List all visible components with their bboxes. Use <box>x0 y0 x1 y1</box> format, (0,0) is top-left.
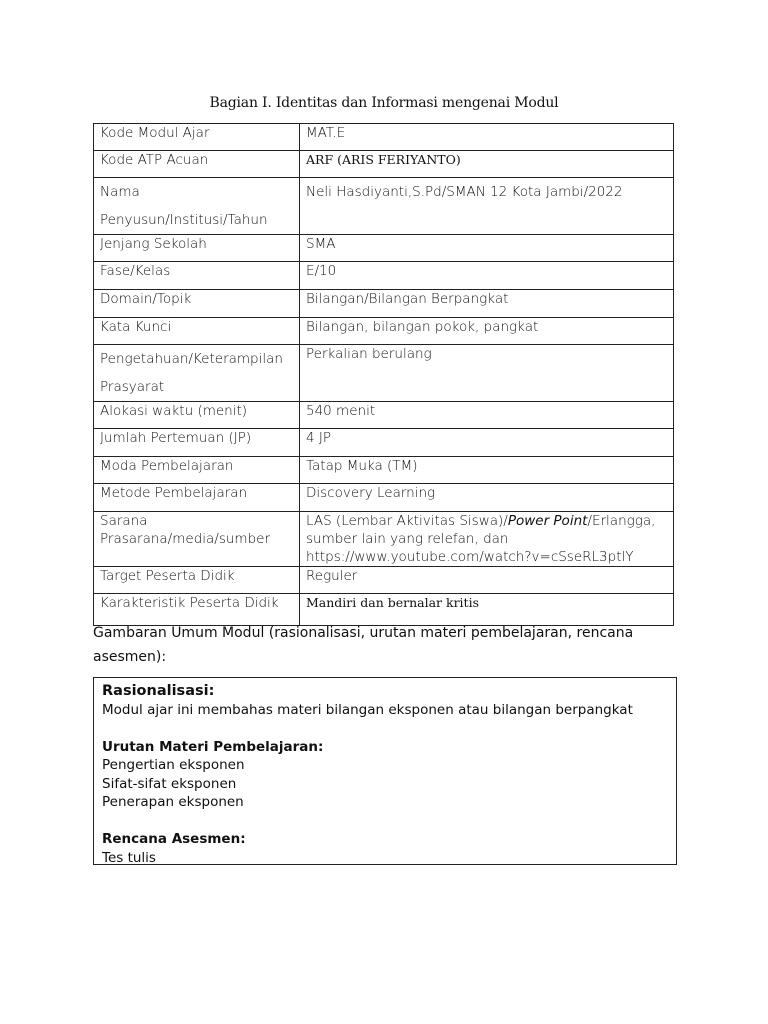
row-value <box>300 512 674 567</box>
table-row <box>94 290 674 318</box>
table-row <box>94 124 674 151</box>
table-row <box>94 512 674 567</box>
row-value: E/10 <box>300 262 674 290</box>
assessment-heading: Rencana Asesmen: <box>102 831 246 847</box>
row-label: Alokasi waktu (menit) <box>94 402 300 429</box>
row-value: Reguler <box>300 567 674 594</box>
row-label: Kode ATP Acuan <box>94 151 300 178</box>
row-label: Nama Penyusun/Institusi/Tahun <box>94 178 300 235</box>
row-label: Jumlah Pertemuan (JP) <box>94 429 300 457</box>
sequence-list <box>102 756 670 812</box>
list-item: Pengertian eksponen <box>102 757 245 773</box>
table-row <box>94 178 674 235</box>
sequence-heading: Urutan Materi Pembelajaran: <box>102 738 324 755</box>
module-identity-table <box>93 123 674 626</box>
document-title: Bagian I. Identitas dan Informasi mengenai Modul <box>209 95 559 111</box>
row-label: Jenjang Sekolah <box>94 235 300 262</box>
row-value: ARF (ARIS FERIYANTO) <box>300 151 674 178</box>
row-label: Kode Modul Ajar <box>94 124 300 151</box>
table-row <box>94 235 674 262</box>
rationale-text: Modul ajar ini membahas materi bilangan eksponen atau bilangan berpangkat <box>102 701 633 718</box>
row-label: Domain/Topik <box>94 290 300 318</box>
assessment-text: Tes tulis <box>102 849 156 866</box>
row-label: Pengetahuan/Keterampilan Prasyarat <box>94 345 300 402</box>
overview-heading: Gambaran Umum Modul (rasionalisasi, urutan materi pembelajaran, rencana asesmen): <box>93 625 634 665</box>
row-value: 4 JP <box>300 429 674 457</box>
row-value: Discovery Learning <box>300 484 674 512</box>
row-value: Neli Hasdiyanti,S.Pd/SMAN 12 Kota Jambi/2022 <box>300 178 674 235</box>
row-label: Kata Kunci <box>94 318 300 345</box>
table-row <box>94 402 674 429</box>
value-text: LAS (Lembar Aktivitas Siswa)/ <box>306 513 508 529</box>
row-value: Tatap Muka (TM) <box>300 457 674 484</box>
list-item: Sifat-sifat eksponen <box>102 775 237 792</box>
row-value: MAT.E <box>300 124 674 151</box>
row-value: Mandiri dan bernalar kritis <box>300 594 674 626</box>
value-italic-text: Power Point <box>507 513 588 529</box>
table-row <box>94 457 674 484</box>
row-label: Metode Pembelajaran <box>94 484 300 512</box>
value-text: /Erlangga, sumber lain yang relefan, dan https://www.youtube.com/watch?v=cSseRL3ptlY <box>306 513 656 565</box>
rationale-heading: Rasionalisasi: <box>102 683 215 699</box>
spacer <box>102 719 670 738</box>
table-row <box>94 262 674 290</box>
table-row <box>94 151 674 178</box>
row-value: Bilangan, bilangan pokok, pangkat <box>300 318 674 345</box>
table-row <box>94 345 674 402</box>
table-row <box>94 484 674 512</box>
table-row <box>94 567 674 594</box>
row-label: Sarana Prasarana/media/sumber <box>94 512 300 567</box>
row-label: Moda Pembelajaran <box>94 457 300 484</box>
list-item: Penerapan eksponen <box>102 794 244 810</box>
row-value: 540 menit <box>300 402 674 429</box>
row-value: Perkalian berulang <box>300 345 674 402</box>
overview-box <box>93 677 677 865</box>
table-row <box>94 429 674 457</box>
row-value: Bilangan/Bilangan Berpangkat <box>300 290 674 318</box>
row-value: SMA <box>300 235 674 262</box>
row-label: Fase/Kelas <box>94 262 300 290</box>
table-row <box>94 318 674 345</box>
spacer <box>102 812 670 831</box>
row-label: Karakteristik Peserta Didik <box>94 594 300 626</box>
row-label: Target Peserta Didik <box>94 567 300 594</box>
